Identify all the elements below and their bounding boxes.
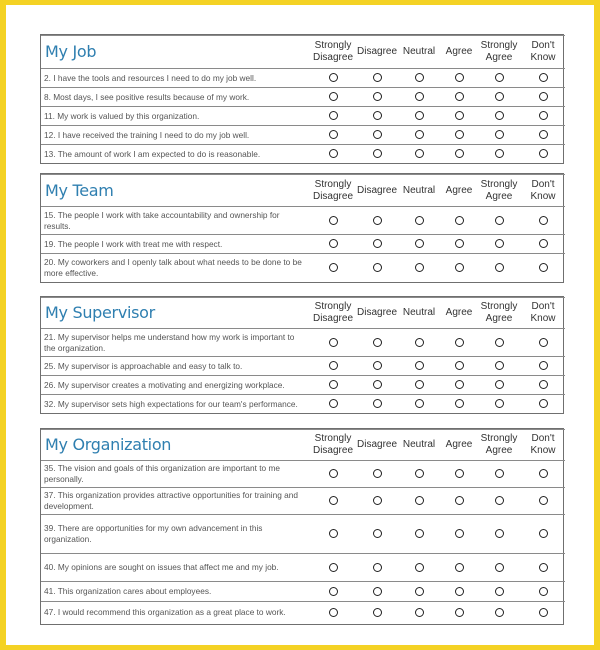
question-row xyxy=(41,126,565,145)
question-text: 25. My supervisor is approachable and easy to talk to. xyxy=(41,357,309,376)
section-my-supervisor xyxy=(40,296,564,414)
radio-dont-know[interactable] xyxy=(539,149,548,158)
radio-dont-know[interactable] xyxy=(539,263,548,272)
question-table xyxy=(41,174,565,282)
radio-strongly-agree[interactable] xyxy=(495,496,504,505)
radio-strongly-disagree[interactable] xyxy=(329,563,338,572)
radio-cell xyxy=(309,582,357,602)
radio-cell xyxy=(521,145,565,164)
radio-cell xyxy=(441,395,477,414)
radio-strongly-disagree[interactable] xyxy=(329,469,338,478)
radio-strongly-disagree[interactable] xyxy=(329,216,338,225)
radio-cell xyxy=(397,145,441,164)
radio-cell xyxy=(357,357,397,376)
radio-cell xyxy=(521,582,565,602)
radio-dont-know[interactable] xyxy=(539,338,548,347)
radio-cell xyxy=(521,69,565,88)
radio-cell xyxy=(521,461,565,488)
radio-disagree[interactable] xyxy=(373,587,382,596)
radio-neutral[interactable] xyxy=(415,608,424,617)
radio-cell xyxy=(441,329,477,357)
question-text: 13. The amount of work I am expected to do is reasonable. xyxy=(41,145,309,164)
question-row xyxy=(41,582,565,602)
radio-strongly-agree[interactable] xyxy=(495,216,504,225)
radio-cell xyxy=(357,395,397,414)
question-text: 11. My work is valued by this organization. xyxy=(41,107,309,126)
radio-cell xyxy=(357,254,397,282)
radio-cell xyxy=(441,88,477,107)
radio-cell xyxy=(521,88,565,107)
question-text: 39. There are opportunities for my own advancement in this organization. xyxy=(41,515,309,554)
radio-agree[interactable] xyxy=(455,608,464,617)
radio-disagree[interactable] xyxy=(373,529,382,538)
question-text: 12. I have received the training I need to do my job well. xyxy=(41,126,309,145)
radio-dont-know[interactable] xyxy=(539,469,548,478)
radio-disagree[interactable] xyxy=(373,149,382,158)
question-row xyxy=(41,461,565,488)
radio-cell xyxy=(397,602,441,624)
radio-cell xyxy=(477,554,521,582)
radio-strongly-disagree[interactable] xyxy=(329,111,338,120)
radio-cell xyxy=(521,515,565,554)
radio-strongly-agree[interactable] xyxy=(495,587,504,596)
radio-disagree[interactable] xyxy=(373,361,382,370)
radio-dont-know[interactable] xyxy=(539,496,548,505)
section-title: My Organization xyxy=(41,430,309,461)
radio-strongly-disagree[interactable] xyxy=(329,73,338,82)
radio-cell xyxy=(309,602,357,624)
radio-cell xyxy=(357,582,397,602)
radio-cell xyxy=(441,357,477,376)
radio-dont-know[interactable] xyxy=(539,361,548,370)
radio-disagree[interactable] xyxy=(373,73,382,82)
radio-neutral[interactable] xyxy=(415,361,424,370)
question-text: 32. My supervisor sets high expectations for our team's performance. xyxy=(41,395,309,414)
radio-cell xyxy=(521,329,565,357)
radio-agree[interactable] xyxy=(455,399,464,408)
question-text: 21. My supervisor helps me understand how my work is important to the organization. xyxy=(41,329,309,357)
column-header-strongly-agree: Strongly Agree xyxy=(477,430,521,461)
radio-cell xyxy=(309,515,357,554)
column-header-neutral: Neutral xyxy=(397,430,441,461)
radio-strongly-agree[interactable] xyxy=(495,338,504,347)
radio-cell xyxy=(357,602,397,624)
radio-cell xyxy=(309,254,357,282)
radio-cell xyxy=(309,395,357,414)
radio-strongly-agree[interactable] xyxy=(495,361,504,370)
header-row xyxy=(41,36,565,69)
radio-agree[interactable] xyxy=(455,496,464,505)
radio-cell xyxy=(441,126,477,145)
question-row xyxy=(41,515,565,554)
radio-agree[interactable] xyxy=(455,380,464,389)
radio-strongly-disagree[interactable] xyxy=(329,608,338,617)
radio-agree[interactable] xyxy=(455,338,464,347)
radio-agree[interactable] xyxy=(455,587,464,596)
radio-dont-know[interactable] xyxy=(539,563,548,572)
radio-strongly-disagree[interactable] xyxy=(329,361,338,370)
column-header-disagree: Disagree xyxy=(357,36,397,69)
radio-dont-know[interactable] xyxy=(539,608,548,617)
column-header-dont-know: Don't Know xyxy=(521,36,565,69)
radio-cell xyxy=(397,107,441,126)
radio-cell xyxy=(477,88,521,107)
radio-neutral[interactable] xyxy=(415,73,424,82)
radio-cell xyxy=(357,88,397,107)
radio-strongly-disagree[interactable] xyxy=(329,130,338,139)
radio-cell xyxy=(441,69,477,88)
radio-cell xyxy=(357,126,397,145)
question-row xyxy=(41,88,565,107)
radio-cell xyxy=(309,376,357,395)
column-header-agree: Agree xyxy=(441,298,477,329)
column-header-strongly-disagree: Strongly Disagree xyxy=(309,175,357,207)
section-title: My Job xyxy=(41,36,309,69)
column-header-strongly-agree: Strongly Agree xyxy=(477,298,521,329)
section-my-organization xyxy=(40,428,564,625)
radio-cell xyxy=(357,235,397,254)
radio-disagree[interactable] xyxy=(373,130,382,139)
radio-cell xyxy=(521,207,565,235)
radio-strongly-disagree[interactable] xyxy=(329,496,338,505)
radio-cell xyxy=(521,376,565,395)
radio-cell xyxy=(309,554,357,582)
radio-cell xyxy=(441,515,477,554)
radio-agree[interactable] xyxy=(455,216,464,225)
radio-cell xyxy=(309,357,357,376)
radio-cell xyxy=(357,376,397,395)
radio-cell xyxy=(441,235,477,254)
question-row xyxy=(41,207,565,235)
radio-cell xyxy=(309,329,357,357)
radio-cell xyxy=(357,207,397,235)
column-header-agree: Agree xyxy=(441,430,477,461)
radio-cell xyxy=(309,88,357,107)
radio-strongly-agree[interactable] xyxy=(495,130,504,139)
radio-cell xyxy=(477,329,521,357)
question-table xyxy=(41,297,565,413)
survey-page xyxy=(6,5,594,645)
question-text: 40. My opinions are sought on issues that affect me and my job. xyxy=(41,554,309,582)
radio-cell xyxy=(357,488,397,515)
radio-disagree[interactable] xyxy=(373,263,382,272)
question-table xyxy=(41,35,565,163)
radio-cell xyxy=(309,207,357,235)
radio-cell xyxy=(397,235,441,254)
radio-agree[interactable] xyxy=(455,361,464,370)
radio-strongly-agree[interactable] xyxy=(495,469,504,478)
radio-agree[interactable] xyxy=(455,263,464,272)
radio-strongly-agree[interactable] xyxy=(495,608,504,617)
radio-strongly-disagree[interactable] xyxy=(329,239,338,248)
radio-cell xyxy=(357,107,397,126)
question-text: 26. My supervisor creates a motivating and energizing workplace. xyxy=(41,376,309,395)
radio-strongly-disagree[interactable] xyxy=(329,92,338,101)
question-row xyxy=(41,254,565,282)
column-header-agree: Agree xyxy=(441,175,477,207)
radio-neutral[interactable] xyxy=(415,469,424,478)
radio-cell xyxy=(477,126,521,145)
radio-strongly-disagree[interactable] xyxy=(329,263,338,272)
radio-cell xyxy=(477,376,521,395)
radio-dont-know[interactable] xyxy=(539,73,548,82)
radio-dont-know[interactable] xyxy=(539,399,548,408)
radio-cell xyxy=(397,582,441,602)
radio-disagree[interactable] xyxy=(373,111,382,120)
section-title: My Supervisor xyxy=(41,298,309,329)
radio-neutral[interactable] xyxy=(415,239,424,248)
radio-neutral[interactable] xyxy=(415,496,424,505)
radio-cell xyxy=(521,107,565,126)
radio-cell xyxy=(397,461,441,488)
radio-cell xyxy=(477,582,521,602)
radio-cell xyxy=(477,69,521,88)
radio-strongly-disagree[interactable] xyxy=(329,529,338,538)
radio-strongly-disagree[interactable] xyxy=(329,399,338,408)
question-text: 47. I would recommend this organization as a great place to work. xyxy=(41,602,309,624)
radio-dont-know[interactable] xyxy=(539,529,548,538)
radio-strongly-agree[interactable] xyxy=(495,92,504,101)
radio-cell xyxy=(477,107,521,126)
column-header-disagree: Disagree xyxy=(357,298,397,329)
radio-cell xyxy=(397,207,441,235)
question-text: 15. The people I work with take accountability and ownership for results. xyxy=(41,207,309,235)
radio-agree[interactable] xyxy=(455,239,464,248)
column-header-neutral: Neutral xyxy=(397,36,441,69)
radio-dont-know[interactable] xyxy=(539,380,548,389)
radio-strongly-disagree[interactable] xyxy=(329,338,338,347)
radio-neutral[interactable] xyxy=(415,130,424,139)
column-header-disagree: Disagree xyxy=(357,175,397,207)
question-row xyxy=(41,329,565,357)
radio-cell xyxy=(397,69,441,88)
radio-disagree[interactable] xyxy=(373,338,382,347)
radio-cell xyxy=(397,554,441,582)
section-my-job xyxy=(40,34,564,164)
radio-cell xyxy=(477,488,521,515)
radio-cell xyxy=(521,554,565,582)
radio-disagree[interactable] xyxy=(373,216,382,225)
question-text: 19. The people I work with treat me with respect. xyxy=(41,235,309,254)
radio-cell xyxy=(397,254,441,282)
question-row xyxy=(41,602,565,624)
radio-disagree[interactable] xyxy=(373,469,382,478)
radio-cell xyxy=(521,235,565,254)
radio-cell xyxy=(477,602,521,624)
column-header-dont-know: Don't Know xyxy=(521,298,565,329)
column-header-strongly-disagree: Strongly Disagree xyxy=(309,430,357,461)
radio-cell xyxy=(477,461,521,488)
radio-cell xyxy=(397,488,441,515)
radio-neutral[interactable] xyxy=(415,263,424,272)
radio-cell xyxy=(441,207,477,235)
radio-strongly-agree[interactable] xyxy=(495,149,504,158)
radio-dont-know[interactable] xyxy=(539,130,548,139)
radio-cell xyxy=(477,254,521,282)
column-header-dont-know: Don't Know xyxy=(521,430,565,461)
radio-cell xyxy=(441,602,477,624)
radio-cell xyxy=(397,88,441,107)
radio-cell xyxy=(477,207,521,235)
radio-cell xyxy=(357,515,397,554)
section-title: My Team xyxy=(41,175,309,207)
question-text: 8. Most days, I see positive results because of my work. xyxy=(41,88,309,107)
radio-cell xyxy=(521,602,565,624)
radio-cell xyxy=(309,69,357,88)
question-text: 41. This organization cares about employees. xyxy=(41,582,309,602)
radio-agree[interactable] xyxy=(455,469,464,478)
radio-neutral[interactable] xyxy=(415,529,424,538)
question-table xyxy=(41,429,565,624)
column-header-disagree: Disagree xyxy=(357,430,397,461)
radio-cell xyxy=(357,145,397,164)
radio-cell xyxy=(521,126,565,145)
radio-cell xyxy=(397,515,441,554)
radio-neutral[interactable] xyxy=(415,587,424,596)
radio-strongly-disagree[interactable] xyxy=(329,587,338,596)
radio-strongly-disagree[interactable] xyxy=(329,380,338,389)
radio-cell xyxy=(521,254,565,282)
column-header-neutral: Neutral xyxy=(397,175,441,207)
column-header-strongly-disagree: Strongly Disagree xyxy=(309,36,357,69)
question-text: 37. This organization provides attractive opportunities for training and development. xyxy=(41,488,309,515)
radio-neutral[interactable] xyxy=(415,216,424,225)
radio-neutral[interactable] xyxy=(415,111,424,120)
radio-agree[interactable] xyxy=(455,111,464,120)
question-row xyxy=(41,235,565,254)
radio-cell xyxy=(309,145,357,164)
radio-cell xyxy=(309,235,357,254)
radio-cell xyxy=(441,488,477,515)
radio-strongly-disagree[interactable] xyxy=(329,149,338,158)
radio-cell xyxy=(397,329,441,357)
radio-neutral[interactable] xyxy=(415,380,424,389)
radio-agree[interactable] xyxy=(455,92,464,101)
question-row xyxy=(41,69,565,88)
radio-cell xyxy=(397,126,441,145)
radio-strongly-agree[interactable] xyxy=(495,111,504,120)
radio-cell xyxy=(397,376,441,395)
radio-strongly-agree[interactable] xyxy=(495,380,504,389)
radio-strongly-agree[interactable] xyxy=(495,529,504,538)
radio-cell xyxy=(477,395,521,414)
radio-neutral[interactable] xyxy=(415,338,424,347)
radio-cell xyxy=(309,107,357,126)
radio-agree[interactable] xyxy=(455,149,464,158)
question-row xyxy=(41,554,565,582)
radio-strongly-agree[interactable] xyxy=(495,263,504,272)
radio-disagree[interactable] xyxy=(373,563,382,572)
radio-dont-know[interactable] xyxy=(539,239,548,248)
radio-cell xyxy=(397,357,441,376)
radio-cell xyxy=(441,107,477,126)
radio-cell xyxy=(357,554,397,582)
question-row xyxy=(41,145,565,164)
radio-disagree[interactable] xyxy=(373,239,382,248)
question-text: 20. My coworkers and I openly talk about what needs to be done to be more effective. xyxy=(41,254,309,282)
radio-disagree[interactable] xyxy=(373,496,382,505)
radio-dont-know[interactable] xyxy=(539,587,548,596)
column-header-agree: Agree xyxy=(441,36,477,69)
radio-cell xyxy=(477,357,521,376)
question-row xyxy=(41,357,565,376)
radio-cell xyxy=(441,582,477,602)
radio-disagree[interactable] xyxy=(373,92,382,101)
radio-strongly-agree[interactable] xyxy=(495,73,504,82)
radio-neutral[interactable] xyxy=(415,149,424,158)
column-header-strongly-agree: Strongly Agree xyxy=(477,175,521,207)
radio-agree[interactable] xyxy=(455,130,464,139)
radio-dont-know[interactable] xyxy=(539,92,548,101)
radio-cell xyxy=(521,357,565,376)
question-text: 2. I have the tools and resources I need to do my job well. xyxy=(41,69,309,88)
radio-cell xyxy=(357,461,397,488)
header-row xyxy=(41,298,565,329)
radio-agree[interactable] xyxy=(455,529,464,538)
radio-cell xyxy=(477,235,521,254)
radio-strongly-agree[interactable] xyxy=(495,563,504,572)
radio-cell xyxy=(441,554,477,582)
radio-cell xyxy=(441,145,477,164)
radio-disagree[interactable] xyxy=(373,608,382,617)
radio-strongly-agree[interactable] xyxy=(495,239,504,248)
question-row xyxy=(41,488,565,515)
radio-cell xyxy=(357,329,397,357)
radio-cell xyxy=(521,395,565,414)
radio-cell xyxy=(397,395,441,414)
column-header-strongly-agree: Strongly Agree xyxy=(477,36,521,69)
radio-cell xyxy=(441,376,477,395)
radio-cell xyxy=(357,69,397,88)
radio-cell xyxy=(441,254,477,282)
column-header-strongly-disagree: Strongly Disagree xyxy=(309,298,357,329)
radio-cell xyxy=(441,461,477,488)
radio-disagree[interactable] xyxy=(373,399,382,408)
radio-dont-know[interactable] xyxy=(539,216,548,225)
radio-disagree[interactable] xyxy=(373,380,382,389)
radio-neutral[interactable] xyxy=(415,92,424,101)
column-header-neutral: Neutral xyxy=(397,298,441,329)
radio-cell xyxy=(477,145,521,164)
question-row xyxy=(41,376,565,395)
radio-cell xyxy=(521,488,565,515)
question-text: 35. The vision and goals of this organization are important to me personally. xyxy=(41,461,309,488)
column-header-dont-know: Don't Know xyxy=(521,175,565,207)
radio-cell xyxy=(477,515,521,554)
radio-cell xyxy=(309,126,357,145)
radio-agree[interactable] xyxy=(455,563,464,572)
radio-neutral[interactable] xyxy=(415,399,424,408)
radio-agree[interactable] xyxy=(455,73,464,82)
section-my-team xyxy=(40,173,564,283)
radio-cell xyxy=(309,461,357,488)
header-row xyxy=(41,175,565,207)
question-row xyxy=(41,395,565,414)
radio-neutral[interactable] xyxy=(415,563,424,572)
header-row xyxy=(41,430,565,461)
radio-strongly-agree[interactable] xyxy=(495,399,504,408)
radio-cell xyxy=(309,488,357,515)
radio-dont-know[interactable] xyxy=(539,111,548,120)
question-row xyxy=(41,107,565,126)
